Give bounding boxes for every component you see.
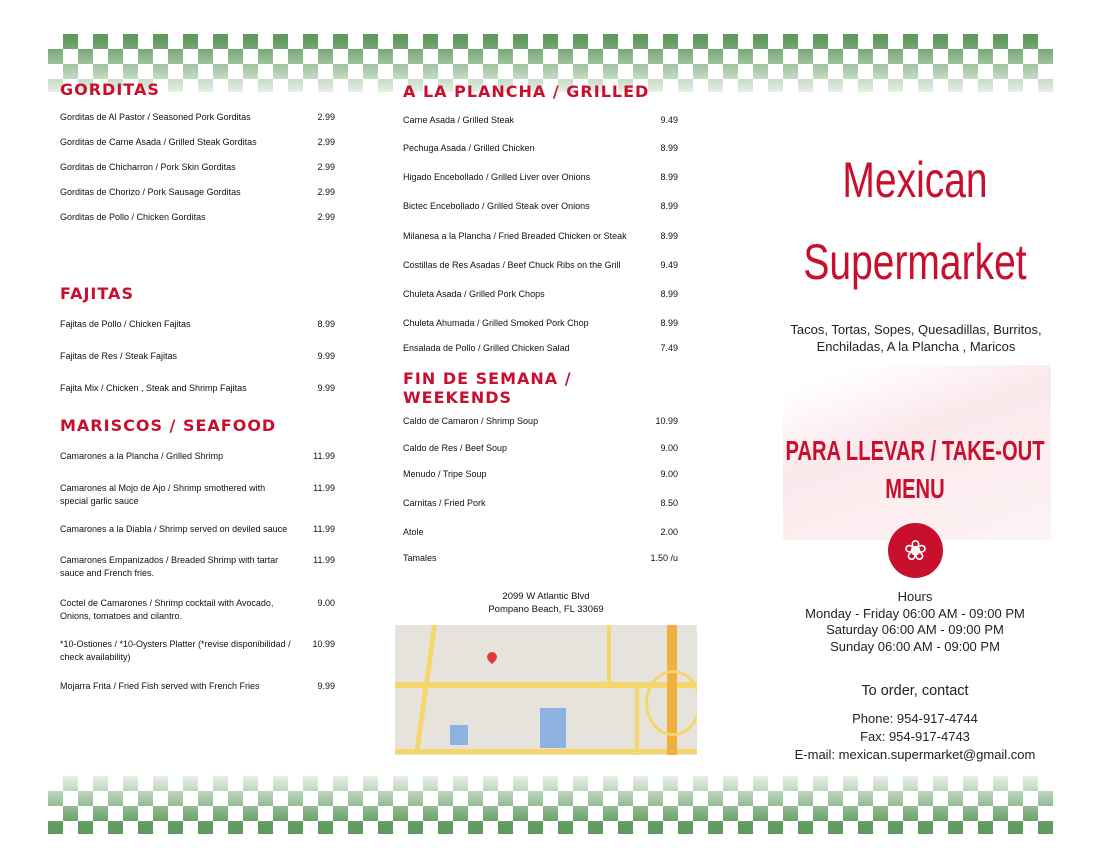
menu-item	[60, 638, 335, 664]
menu-item-price: 11.99	[313, 451, 335, 461]
menu-item	[60, 597, 335, 623]
menu-item-price: 9.00	[660, 443, 678, 453]
section-heading-weekends: FIN DE SEMANA / WEEKENDS	[403, 369, 572, 407]
menu-item-name: *10-Ostiones / *10-Oysters Platter (*revise disponibilidad / check availability)	[60, 639, 291, 662]
menu-item	[403, 526, 678, 539]
menu-item	[60, 450, 335, 463]
location-map[interactable]	[395, 625, 697, 755]
menu-item-name: Fajitas de Res / Steak Fajitas	[60, 351, 178, 361]
menu-item-price: 11.99	[313, 483, 335, 493]
brand-line-2: Supermarket	[803, 234, 1027, 290]
menu-item-name: Caldo de Res / Beef Soup	[403, 443, 508, 453]
menu-list-mariscos	[60, 435, 335, 715]
map-road	[395, 749, 697, 754]
menu-item-name: Caldo de Camaron / Shrimp Soup	[403, 416, 539, 426]
menu-list-weekends	[403, 407, 678, 567]
menu-item-name: Gorditas de Pollo / Chicken Gorditas	[60, 212, 206, 222]
menu-item-price: 2.99	[317, 137, 335, 147]
menu-item-price: 10.99	[655, 416, 678, 426]
menu-item	[403, 171, 678, 184]
logo-icon: ❀	[888, 523, 943, 578]
menu-item-name: Gorditas de Carne Asada / Grilled Steak Gorditas	[60, 137, 257, 147]
menu-item-price: 2.99	[317, 112, 335, 122]
menu-item-price: 8.99	[317, 319, 335, 329]
menu-item-price: 2.99	[317, 162, 335, 172]
brand-name	[759, 150, 1071, 292]
menu-item	[60, 523, 335, 536]
menu-item	[403, 114, 678, 127]
contact-fax: Fax: 954-917-4743	[860, 729, 970, 744]
menu-item-price: 8.99	[660, 318, 678, 328]
hours-line: Saturday 06:00 AM - 09:00 PM	[826, 622, 1004, 637]
section-heading-gorditas: GORDITAS	[60, 80, 160, 99]
address-line-2: Pompano Beach, FL 33069	[488, 604, 604, 615]
menu-item	[60, 161, 335, 174]
menu-item-name: Carne Asada / Grilled Steak	[403, 115, 515, 125]
menu-item	[403, 200, 678, 213]
hours-line: Sunday 06:00 AM - 09:00 PM	[830, 638, 1000, 654]
menu-item-name: Camarones a la Diabla / Shrimp served on deviled sauce	[60, 524, 288, 534]
menu-item-name: Gorditas de Chicharron / Pork Skin Gorditas	[60, 162, 236, 172]
map-water	[450, 725, 468, 745]
menu-list-plancha	[403, 101, 678, 369]
menu-item-price: 8.50	[660, 498, 678, 508]
menu-item-price: 8.99	[660, 289, 678, 299]
section-heading-mariscos: MARISCOS / SEAFOOD	[60, 416, 277, 435]
hours-line: Monday - Friday 06:00 AM - 09:00 PM	[805, 605, 1025, 621]
menu-item-name: Ensalada de Pollo / Grilled Chicken Salad	[403, 343, 570, 353]
menu-item-name: Camarones Empanizados / Breaded Shrimp with tartar sauce and French fries.	[60, 555, 279, 578]
contact-phone[interactable]: Phone: 954-917-4744	[852, 711, 978, 726]
menu-item-price: 8.99	[660, 231, 678, 241]
checker-border-bottom	[48, 776, 1053, 834]
address-line-1: 2099 W Atlantic Blvd	[502, 591, 590, 602]
menu-item	[60, 186, 335, 199]
menu-item-price: 9.99	[317, 681, 335, 691]
menu-item-name: Chuleta Ahumada / Grilled Smoked Pork Chop	[403, 318, 589, 328]
menu-item-name: Higado Encebollado / Grilled Liver over Onions	[403, 172, 591, 182]
tagline: Tacos, Tortas, Sopes, Quesadillas, Burritos, Enchiladas, A la Plancha , Maricos	[790, 322, 1042, 354]
menu-item-name: Costillas de Res Asadas / Beef Chuck Ribs on the Grill	[403, 260, 621, 270]
menu-item-price: 9.49	[660, 115, 678, 125]
takeout-line-2: MENU	[885, 473, 945, 504]
menu-item-price: 11.99	[313, 555, 335, 565]
menu-item-name: Camarones al Mojo de Ajo / Shrimp smothered with special garlic sauce	[60, 483, 266, 506]
hours-title: Hours	[897, 589, 933, 604]
menu-item-name: Atole	[403, 527, 424, 537]
menu-item	[60, 211, 335, 224]
menu-item-name: Pechuga Asada / Grilled Chicken	[403, 143, 535, 153]
menu-item-price: 2.99	[317, 187, 335, 197]
menu-item-price: 8.99	[660, 201, 678, 211]
map-interchange	[645, 670, 697, 736]
menu-item-price: 9.00	[317, 598, 335, 608]
menu-item-name: Mojarra Frita / Fried Fish served with French Fries	[60, 681, 260, 691]
menu-item-price: 7.49	[660, 343, 678, 353]
hours	[780, 589, 1050, 655]
menu-item	[60, 680, 335, 693]
menu-item-name: Gorditas de Chorizo / Pork Sausage Gorditas	[60, 187, 241, 197]
contact-info	[780, 710, 1050, 764]
menu-list-gorditas	[60, 99, 335, 249]
menu-item-name: Camarones a la Plancha / Grilled Shrimp	[60, 451, 224, 461]
map-road	[414, 625, 437, 755]
menu-item	[60, 350, 335, 363]
menu-item-name: Carnitas / Fried Pork	[403, 498, 486, 508]
menu-item-name: Fajita Mix / Chicken , Steak and Shrimp Fajitas	[60, 383, 247, 393]
menu-item-name: Bictec Encebollado / Grilled Steak over Onions	[403, 201, 590, 211]
menu-item-name: Gorditas de Al Pastor / Seasoned Pork Gorditas	[60, 112, 251, 122]
menu-item-price: 1.50 /u	[650, 553, 678, 563]
menu-item-price: 8.99	[660, 143, 678, 153]
menu-item-name: Milanesa a la Plancha / Fried Breaded Chicken or Steak	[403, 231, 627, 241]
menu-item-name: Fajitas de Pollo / Chicken Fajitas	[60, 319, 191, 329]
menu-item	[403, 468, 678, 481]
section-heading-fajitas: FAJITAS	[60, 284, 134, 303]
menu-item-price: 9.99	[317, 383, 335, 393]
menu-item	[403, 442, 678, 455]
menu-item-name: Coctel de Camarones / Shrimp cocktail with Avocado, Onions, tomatoes and cilantro.	[60, 598, 274, 621]
menu-item	[60, 482, 335, 508]
menu-item-price: 11.99	[313, 524, 335, 534]
menu-item-price: 2.00	[660, 527, 678, 537]
menu-item	[403, 342, 678, 355]
menu-item	[403, 552, 678, 565]
menu-item	[403, 259, 678, 272]
menu-item-name: Menudo / Tripe Soup	[403, 469, 487, 479]
menu-item	[60, 318, 335, 331]
menu-list-fajitas	[60, 303, 335, 403]
menu-item-name: Chuleta Asada / Grilled Pork Chops	[403, 289, 545, 299]
menu-item-price: 8.99	[660, 172, 678, 182]
map-pin-icon	[485, 650, 499, 664]
map-road	[635, 685, 639, 755]
menu-item-price: 10.99	[312, 639, 335, 649]
address	[395, 590, 697, 616]
takeout-line-1: PARA LLEVAR / TAKE-OUT	[785, 435, 1045, 466]
menu-item-price: 9.99	[317, 351, 335, 361]
menu-item	[60, 111, 335, 124]
menu-item	[60, 382, 335, 395]
menu-item	[403, 230, 678, 243]
contact-title: To order, contact	[861, 683, 969, 699]
map-road	[607, 625, 611, 685]
section-heading-plancha: A LA PLANCHA / GRILLED	[403, 82, 650, 101]
menu-item-price: 9.49	[660, 260, 678, 270]
menu-item	[403, 317, 678, 330]
menu-item	[403, 415, 678, 428]
menu-item	[403, 288, 678, 301]
takeout-heading	[771, 432, 1059, 508]
menu-item	[403, 142, 678, 155]
menu-item-price: 2.99	[317, 212, 335, 222]
contact-email[interactable]: E-mail: mexican.supermarket@gmail.com	[794, 747, 1036, 762]
menu-item-price: 9.00	[660, 469, 678, 479]
menu-column-1	[60, 80, 335, 715]
menu-item-name: Tamales	[403, 553, 437, 563]
menu-item	[60, 554, 335, 580]
menu-column-2	[403, 82, 678, 567]
menu-item	[60, 136, 335, 149]
menu-item	[403, 497, 678, 510]
brand-line-1: Mexican	[842, 152, 988, 208]
map-water	[540, 708, 566, 748]
